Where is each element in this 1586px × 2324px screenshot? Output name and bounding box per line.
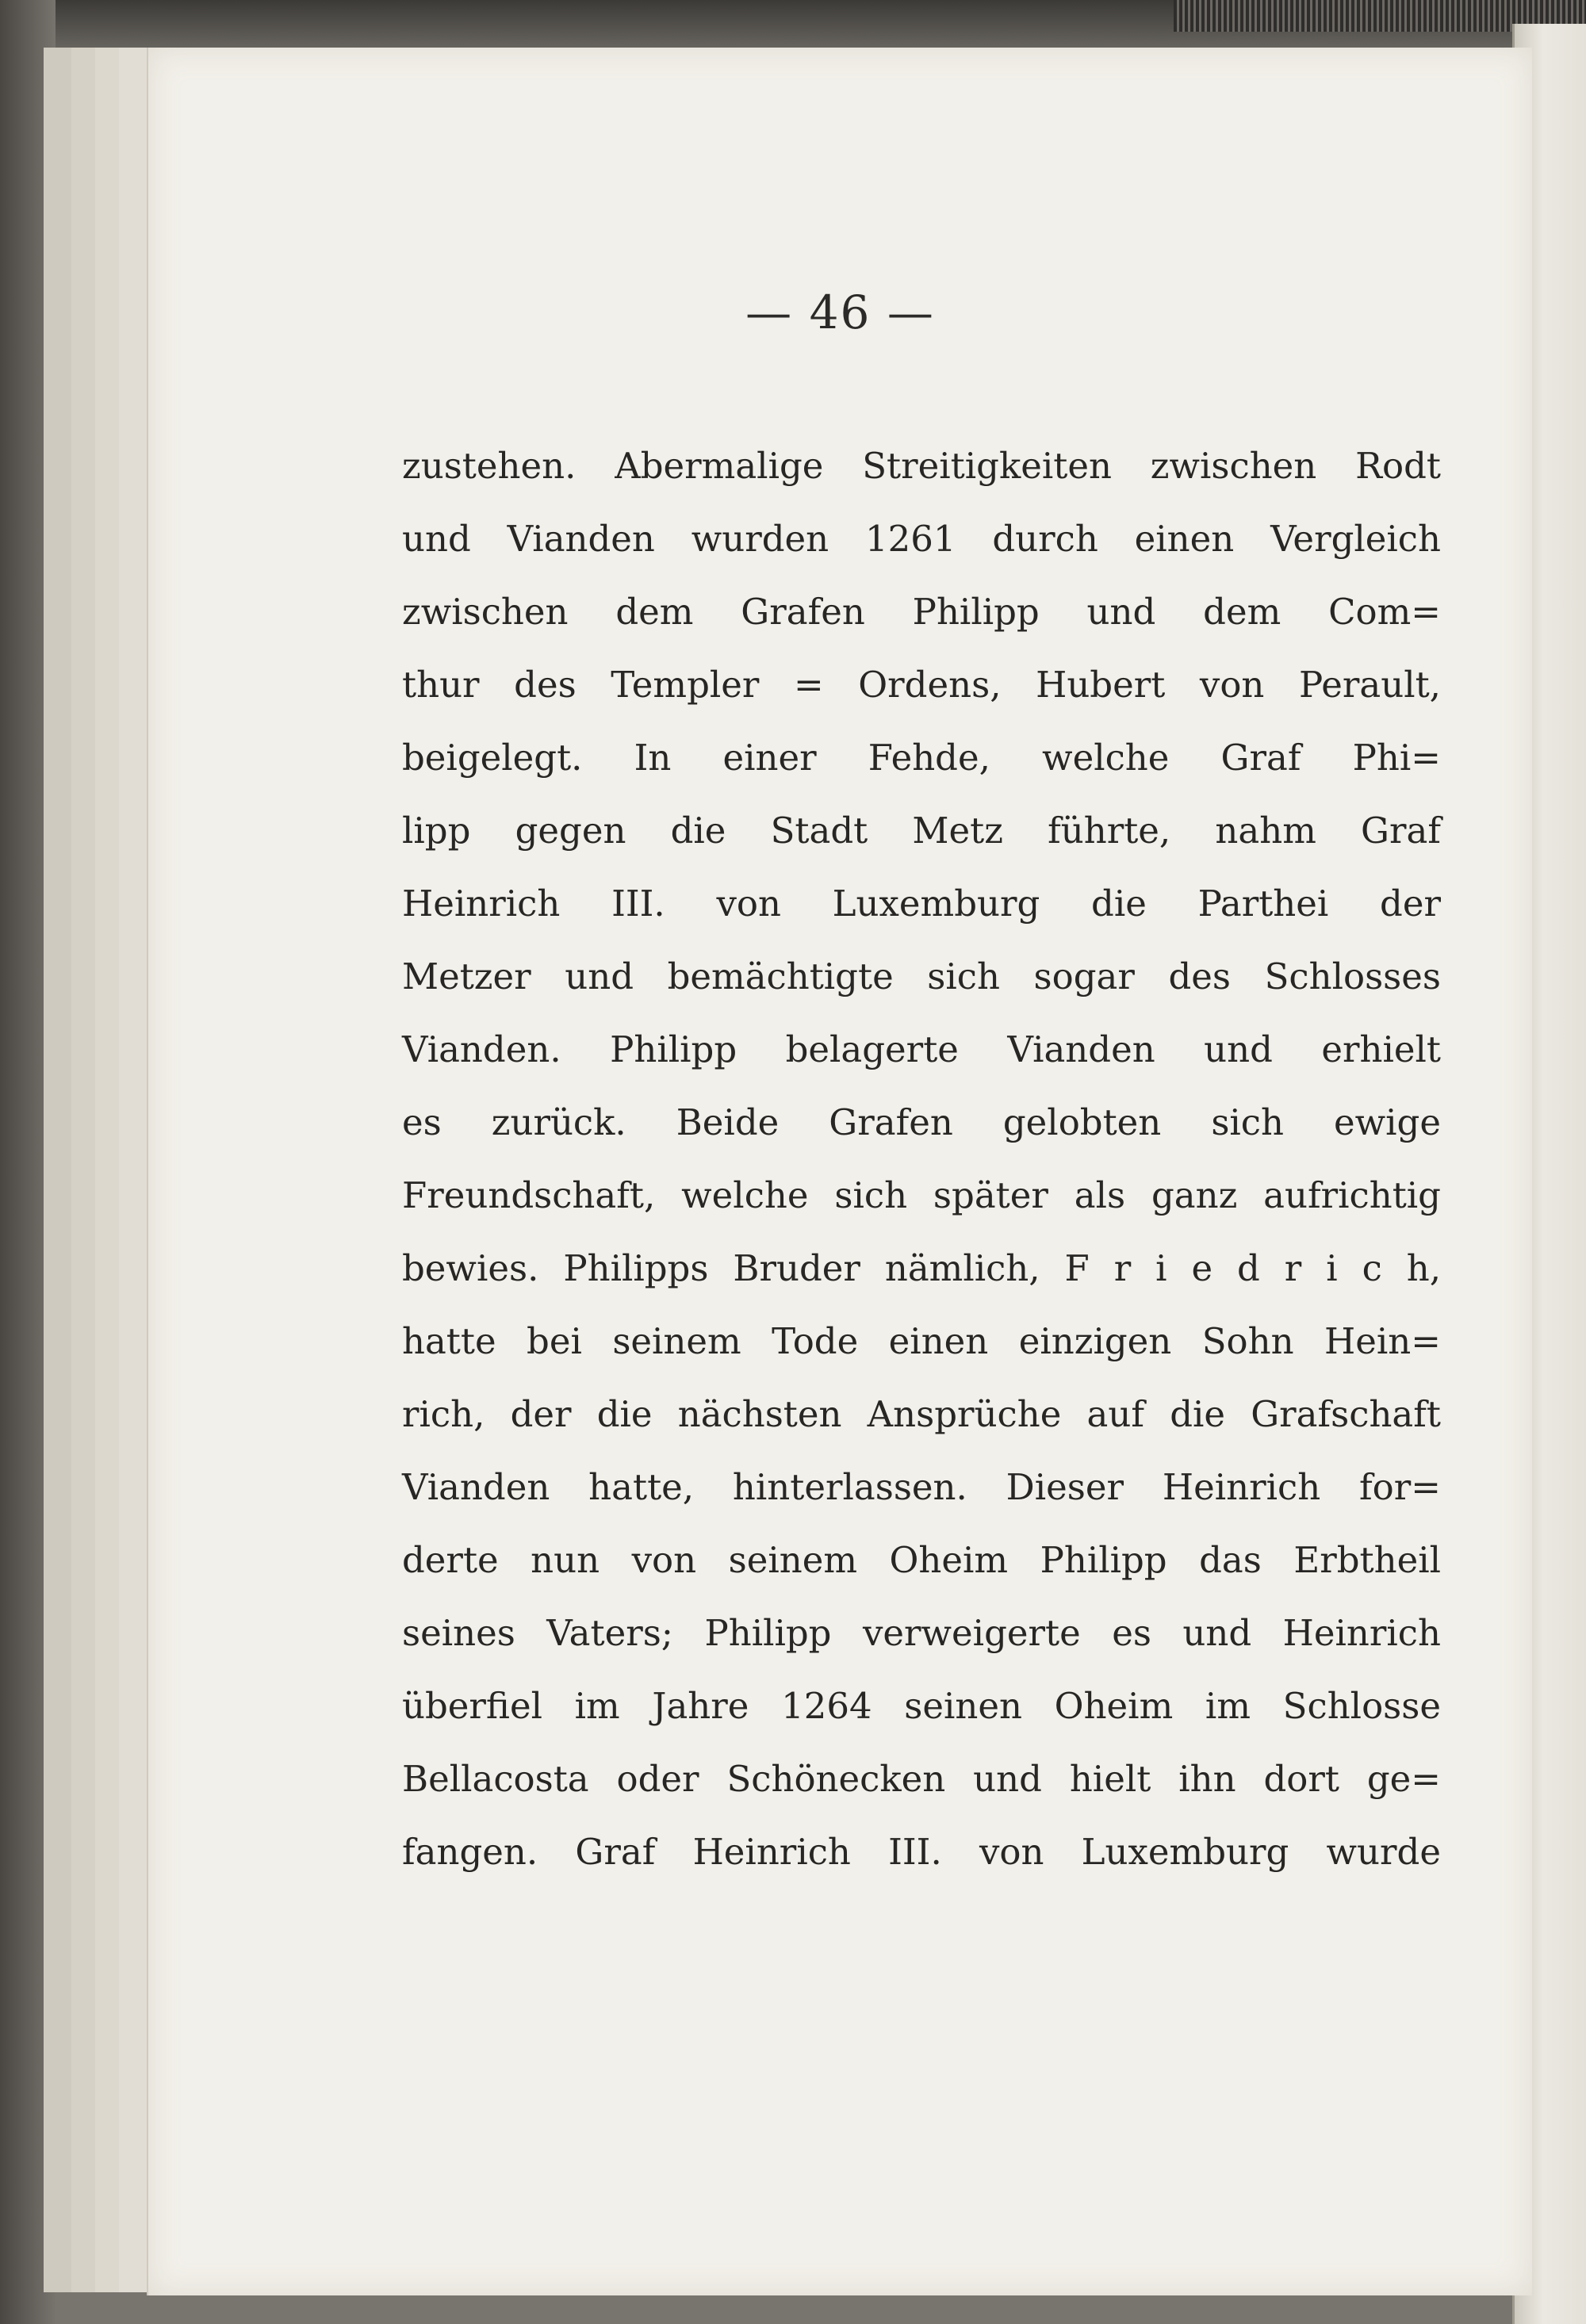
- body-text: [402, 430, 1441, 1889]
- text-line: beigelegt. In einer Fehde, welche Graf Phi=: [402, 737, 1441, 779]
- text-line: fangen. Graf Heinrich III. von Luxemburg wurde: [402, 1831, 1441, 1873]
- text-line: derte nun von seinem Oheim Philipp das Erbtheil: [402, 1539, 1441, 1581]
- text-line: thur des Templer = Ordens, Hubert von Perault,: [402, 664, 1441, 706]
- text-line: rich, der die nächsten Ansprüche auf die Grafschaft: [402, 1393, 1441, 1435]
- text-line: Bellacosta oder Schönecken und hielt ihn dort ge=: [402, 1758, 1441, 1800]
- text-line: hatte bei seinem Tode einen einzigen Sohn Hein=: [402, 1320, 1441, 1362]
- text-line: Metzer und bemächtigte sich sogar des Schlosses: [402, 955, 1441, 997]
- text-line: Vianden. Philipp belagerte Vianden und erhielt: [402, 1028, 1441, 1070]
- text-line: und Vianden wurden 1261 durch einen Vergleich: [402, 518, 1441, 560]
- book-page: [147, 48, 1532, 2295]
- text-line: Freundschaft, welche sich später als ganz aufrichtig: [402, 1174, 1441, 1216]
- text-line: überfiel im Jahre 1264 seinen Oheim im Schlosse: [402, 1685, 1441, 1727]
- text-line: seines Vaters; Philipp verweigerte es und Heinrich: [402, 1612, 1441, 1654]
- text-line: es zurück. Beide Grafen gelobten sich ewige: [402, 1101, 1441, 1143]
- text-line: zwischen dem Grafen Philipp und dem Com=: [402, 591, 1441, 633]
- text-line: zustehen. Abermalige Streitigkeiten zwischen Rodt: [402, 445, 1441, 487]
- text-line: lipp gegen die Stadt Metz führte, nahm Graf: [402, 810, 1441, 852]
- text-line: Heinrich III. von Luxemburg die Parthei der: [402, 883, 1441, 925]
- text-line: Vianden hatte, hinterlassen. Dieser Heinrich for=: [402, 1466, 1441, 1508]
- page-number: — 46 —: [745, 285, 935, 339]
- text-line: bewies. Philipps Bruder nämlich, F r i e d r i c h,: [402, 1247, 1441, 1289]
